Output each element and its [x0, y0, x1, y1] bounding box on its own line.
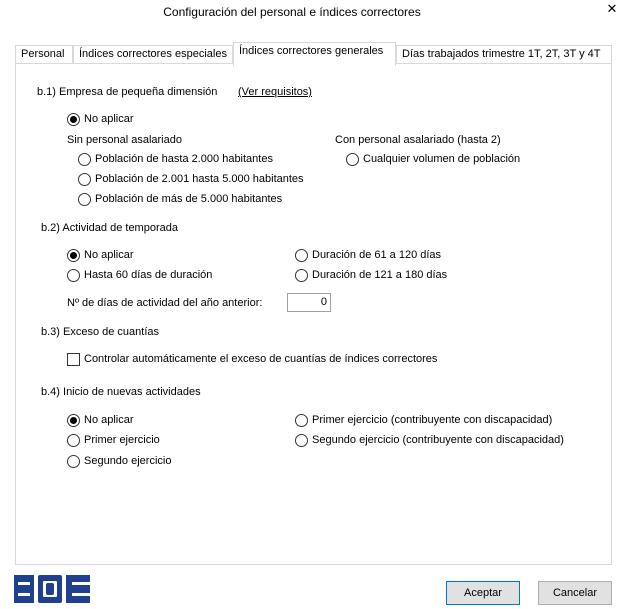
b2-dias-actividad-label: Nº de días de actividad del año anterior:	[67, 297, 263, 309]
tab-dias-trabajados[interactable]: Días trabajados trimestre 1T, 2T, 3T y 4T	[396, 45, 612, 65]
b2-61-120-label: Duración de 61 a 120 días	[312, 249, 442, 261]
tab-panel	[15, 63, 612, 565]
tab-indices-generales[interactable]: Índices correctores generales	[233, 42, 396, 66]
b4-segundo-discapacidad-label: Segundo ejercicio (contribuyente con discapacidad)	[312, 434, 564, 446]
section-b1-title: b.1) Empresa de pequeña dimensión	[37, 86, 218, 98]
b1-cualquier-volumen-label: Cualquier volumen de población	[363, 153, 521, 165]
window-title: Configuración del personal e índices correctores	[163, 5, 421, 19]
boe-logo-emblem-shape	[46, 583, 54, 595]
b4-primer-discapacidad-radio[interactable]	[295, 414, 308, 427]
tab-personal[interactable]: Personal	[15, 45, 73, 65]
b4-segundo-ejercicio-label: Segundo ejercicio	[84, 455, 172, 467]
b4-segundo-ejercicio-radio[interactable]	[67, 455, 80, 468]
boe-logo-text: BOE	[14, 572, 17, 573]
tab-indices-especiales[interactable]: Índices correctores especiales	[73, 45, 233, 65]
boe-logo	[14, 572, 92, 606]
b3-controlar-checkbox[interactable]	[67, 353, 80, 366]
b1-poblacion-2001-5000-label: Población de 2.001 hasta 5.000 habitantes	[95, 173, 304, 185]
b1-sin-personal-label: Sin personal asalariado	[67, 134, 182, 146]
b2-61-120-radio[interactable]	[295, 249, 308, 262]
cancel-button[interactable]: Cancelar	[538, 581, 612, 605]
b2-hasta-60-radio[interactable]	[67, 269, 80, 282]
b1-no-aplicar-radio[interactable]	[67, 113, 80, 126]
b2-no-aplicar-radio[interactable]	[67, 249, 80, 262]
section-b3-title: b.3) Exceso de cuantías	[41, 326, 160, 338]
b4-primer-ejercicio-radio[interactable]	[67, 434, 80, 447]
b1-con-personal-label: Con personal asalariado (hasta 2)	[335, 134, 501, 146]
section-b2-title: b.2) Actividad de temporada	[41, 222, 178, 234]
b1-poblacion-mas-5000-label: Población de más de 5.000 habitantes	[95, 193, 283, 205]
b2-hasta-60-label: Hasta 60 días de duración	[84, 269, 213, 281]
b4-primer-ejercicio-label: Primer ejercicio	[84, 434, 160, 446]
b2-121-180-radio[interactable]	[295, 269, 308, 282]
b1-poblacion-2001-5000-radio[interactable]	[78, 173, 91, 186]
b4-no-aplicar-radio[interactable]	[67, 414, 80, 427]
b2-121-180-label: Duración de 121 a 180 días	[312, 269, 448, 281]
b2-dias-actividad-input[interactable]: 0	[287, 293, 331, 312]
boe-logo-b-shape	[14, 575, 34, 603]
ver-requisitos-link[interactable]: (Ver requisitos)	[238, 86, 312, 98]
b4-segundo-discapacidad-radio[interactable]	[295, 434, 308, 447]
b1-poblacion-mas-5000-radio[interactable]	[78, 193, 91, 206]
section-b4-title: b.4) Inicio de nuevas actividades	[41, 386, 201, 398]
b1-no-aplicar-label: No aplicar	[84, 113, 134, 125]
boe-logo-e-shape	[66, 575, 90, 603]
b4-no-aplicar-label: No aplicar	[84, 414, 134, 426]
b3-controlar-label: Controlar automáticamente el exceso de cuantías de índices correctores	[84, 353, 438, 365]
b2-no-aplicar-label: No aplicar	[84, 249, 134, 261]
b1-poblacion-2000-radio[interactable]	[78, 153, 91, 166]
b1-poblacion-2000-label: Población de hasta 2.000 habitantes	[95, 153, 273, 165]
accept-button[interactable]: Aceptar	[446, 581, 520, 605]
b4-primer-discapacidad-label: Primer ejercicio (contribuyente con discapacidad)	[312, 414, 553, 426]
close-icon[interactable]: ✕	[606, 1, 618, 16]
b1-cualquier-volumen-radio[interactable]	[346, 153, 359, 166]
